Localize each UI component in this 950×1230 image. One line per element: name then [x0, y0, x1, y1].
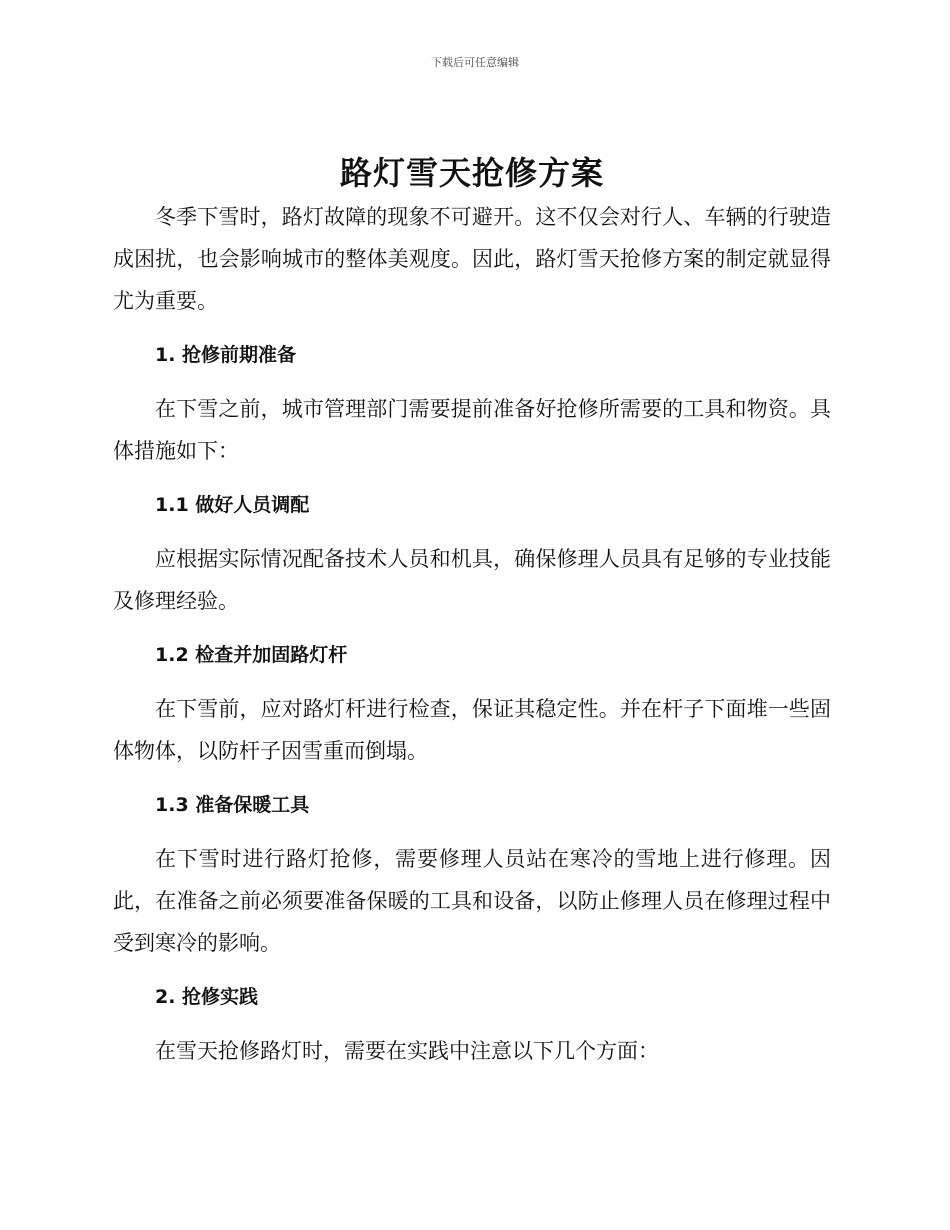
- section-1-2-paragraph: 在下雪前，应对路灯杆进行检查，保证其稳定性。并在杆子下面堆一些固体物体，以防杆子因雪重而倒塌。: [113, 697, 831, 763]
- intro-paragraph: 冬季下雪时，路灯故障的现象不可避开。这不仅会对行人、车辆的行驶造成困扰，也会影响城市的整体美观度。因此，路灯雪天抢修方案的制定就显得尤为重要。: [113, 205, 831, 313]
- section-1-1-paragraph: 应根据实际情况配备技术人员和机具，确保修理人员具有足够的专业技能及修理经验。: [113, 547, 831, 613]
- section-1-3-paragraph: 在下雪时进行路灯抢修，需要修理人员站在寒冷的雪地上进行修理。因此，在准备之前必须要准备保暖的工具和设备，以防止修理人员在修理过程中受到寒冷的影响。: [113, 847, 831, 955]
- section-2-heading: 2. 抢修实践: [155, 986, 259, 1008]
- document-title: 路灯雪天抢修方案: [339, 154, 604, 192]
- section-1-heading: 1. 抢修前期准备: [155, 344, 297, 366]
- section-1-paragraph: 在下雪之前，城市管理部门需要提前准备好抢修所需要的工具和物资。具体措施如下：: [113, 397, 831, 463]
- section-2-paragraph: 在雪天抢修路灯时，需要在实践中注意以下几个方面：: [155, 1039, 659, 1063]
- document-body: [113, 150, 831, 1072]
- header-note: 下载后可任意编辑: [431, 56, 519, 69]
- section-1-2-heading: 1.2 检查并加固路灯杆: [155, 644, 348, 666]
- section-1-1-heading: 1.1 做好人员调配: [155, 494, 310, 516]
- section-1-3-heading: 1.3 准备保暖工具: [155, 794, 310, 816]
